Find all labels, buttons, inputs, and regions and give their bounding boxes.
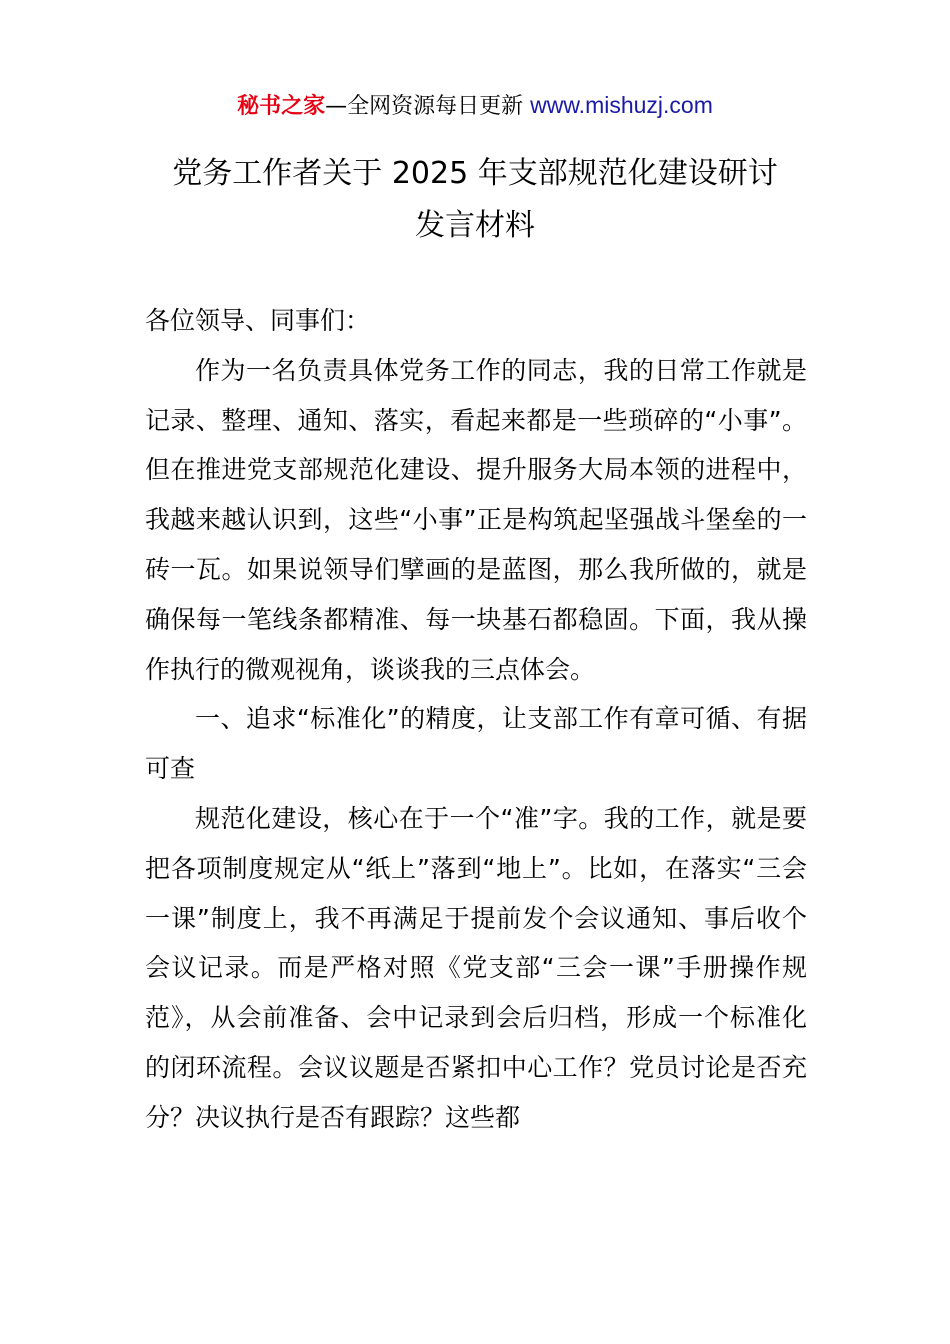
site-header: [0, 88, 950, 124]
paragraph-section-1: 规范化建设，核心在于一个“准”字。我的工作，就是要把各项制度规定从“纸上”落到“地上”。比如，在落实“三会一课”制度上，我不再满足于提前发个会议通知、事后收个会议记录。而是严格对照《党支部“三会一课”手册操作规范》，从会前准备、会中记录到会后归档，形成一个标准化的闭环流程。会议议题是否紧扣中心工作？党员讨论是否充分？决议执行是否有跟踪？这些都: [145, 803, 807, 1132]
section-heading-1: 一、追求“标准化”的精度，让支部工作有章可循、有据可查: [145, 704, 807, 784]
title-line-2: 发言材料: [415, 208, 535, 243]
header-tagline: —全网资源每日更新: [325, 94, 531, 119]
paragraph-intro: 作为一名负责具体党务工作的同志，我的日常工作就是记录、整理、通知、落实，看起来都是一些琐碎的“小事”。但在推进党支部规范化建设、提升服务大局本领的进程中，我越来越认识到，这些“小事”正是构筑起坚强战斗堡垒的一砖一瓦。如果说领导们擘画的是蓝图，那么我所做的，就是确保每一笔线条都精准、每一块基石都稳固。下面，我从操作执行的微观视角，谈谈我的三点体会。: [145, 355, 807, 684]
document-title: [100, 148, 850, 252]
document-body: [145, 296, 807, 1143]
brand-name: 秘书之家: [237, 94, 326, 119]
title-line-1: 党务工作者关于 2025 年支部规范化建设研讨: [172, 156, 778, 191]
site-url[interactable]: www.mishuzj.com: [530, 92, 713, 118]
salutation: 各位领导、同事们：: [145, 306, 371, 335]
